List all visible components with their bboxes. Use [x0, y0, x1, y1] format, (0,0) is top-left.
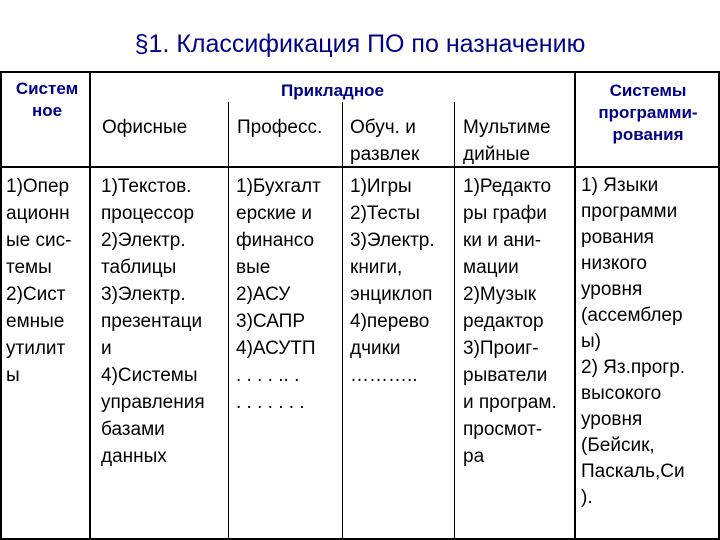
cell-multimedia: 1)Редакто ры графи ки и ани- мации 2)Музык редактор 3)Проиг- рыватели и програм. просмот- ра — [463, 176, 557, 467]
header-programming: Системы программи- рования — [598, 81, 698, 144]
page-title: §1. Классификация ПО по назначению — [134, 30, 586, 58]
header-prof: Професс. — [237, 117, 323, 138]
column-divider — [342, 102, 343, 540]
column-divider — [228, 102, 229, 540]
column-divider — [574, 71, 576, 540]
header-multimedia: Мультиме дийные — [463, 117, 551, 165]
table-border-left — [0, 71, 2, 540]
cell-system: 1)Опер ационн ые сис- темы 2)Сист емные утилит ы — [6, 176, 72, 386]
table-border-top — [0, 71, 720, 73]
cell-programming: 1) Языки программи рования низкого уровня (ассемблер ы) 2) Яз.прогр. высокого уровня (Бейсик, Паскаль,Си ). — [581, 175, 686, 508]
header-office: Офисные — [102, 117, 188, 138]
cell-prof: 1)Бухгалт ерские и финансо вые 2)АСУ 3)САПР 4)АСУТП . . . . .. . . . . . . . . — [236, 176, 321, 413]
column-divider — [89, 71, 91, 540]
header-applied: Прикладное — [281, 81, 384, 100]
cell-office: 1)Текстов. процессор 2)Электр. таблицы 3)Электр. презентаци и 4)Системы управления базами данных — [101, 176, 205, 467]
column-divider — [454, 102, 455, 540]
cell-edu: 1)Игры 2)Тесты 3)Электр. книги, энциклоп 4)перево дчики ……….. — [350, 176, 435, 386]
header-edu: Обуч. и развлек — [350, 117, 420, 165]
header-system: Систем ное — [15, 79, 79, 120]
